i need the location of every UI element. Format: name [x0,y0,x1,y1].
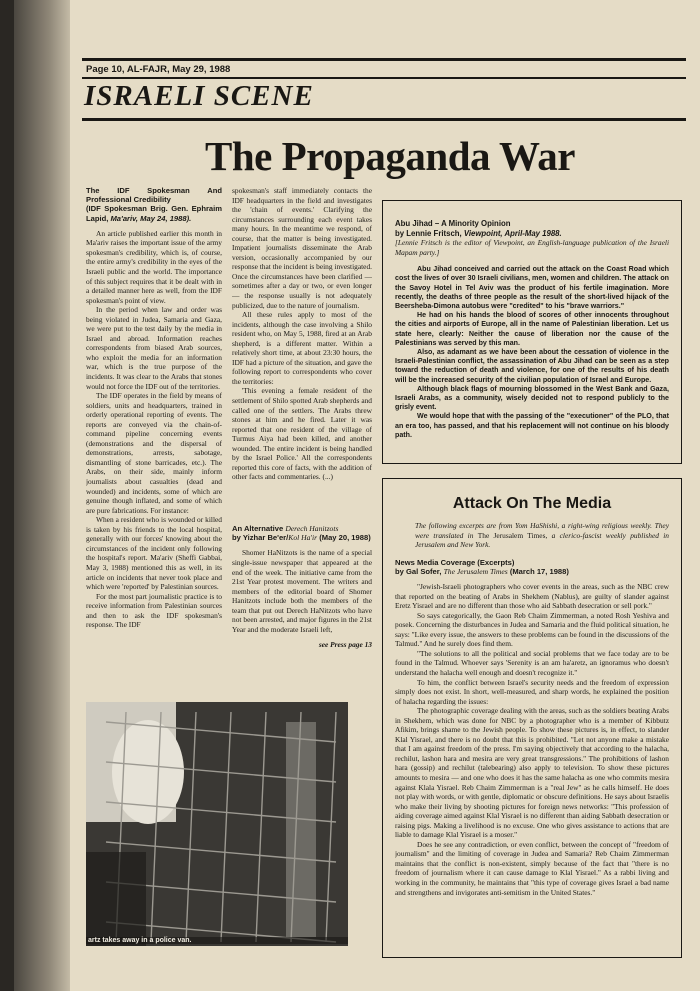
abu-jihad-paragraph: Also, as adamant as we have been about the cessation of violence in the Israeli-Palestinian conflict, the assassination of Abu Jihad can be seen as a step toward the reduction of death and violence, for one of the results of his death will be the increased security of the civilian population of Israel and Europe. [395,347,669,384]
abu-jihad-paragraph: Although black flags of mourning blossomed in the West Bank and Gaza, Israeli Arabs, as a community, wisely decided not to respond publicly to the grisly event. [395,384,669,412]
headline: The Propaganda War [205,133,575,179]
column-1 [86,186,222,682]
col1-source: Ma'ariv, May 24, 1988). [110,213,192,223]
alternative-source: Kol Ha'ir [288,533,318,543]
col1-paragraph: For the most part journalistic practice is to receive information from Palestinian sources and then to ask the IDF spokesman's response. The IDF [86,591,222,630]
col1-paragraph: When a resident who is wounded or killed is taken by his friends to the local hospital, generally with our forces' knowing about the circumstances of the incident only following the hospital's report. Ma'ariv (Sheffi Gabbai, May 3, 1988) mentioned this as well, in its article on incidents that never took place and which were 'reported' by Palestinian sources. [86,515,222,592]
attack-on-media-content [395,521,669,951]
attack-paragraph: Does he see any contradiction, or even conflict, between the concept of "freedom of journalism" and the limiting of coverage in Judea and Samaria? Reb Chaim Zimmerman maintains that the conflict is non-existent, simply because of the fact that "there is no freedom of journalism where it can cause damage to Klal Yisrael." As a rabbi living and working in the community, he maintains that "this type of coverage gives Israel a bad name and strengthens and invigorates anti-semitism in the United States." [395,839,669,897]
col2-paragraph: 'This evening a female resident of the settlement of Shilo spotted Arab shepherds and called one of the settlers. The Arabs threw stones at him and he fired. Later it was reported that one resident of the village of Turmus Aiya had been killed, and another wounded. The entire incident is being handled by the Israel Police.' All the correspondents reported this core of facts, with the addition of other facts and commentaries. (...) [232,386,372,482]
attack-paragraph: "The solutions to all the political and social problems that we face today are to be found in the Talmud. Whoever says 'Serenity is an am ha'aretz, an ignoramus who doesn't understand the halacha well enough and doesn't recognize it." [395,648,669,677]
attack-paragraph: To him, the conflict between Israel's security needs and the freedom of expression simply does not exist. In short, well-measured, and sharp words, he explained the position of halacha regarding the issues: [395,677,669,706]
attack-intro-c: , a clerico-fascist weekly published in Jerusalem and New York. [415,530,669,550]
attack-on-media-title: Attack On The Media [452,495,612,512]
attack-intro [395,521,669,550]
attack-source: The Jerusalem Times [443,566,508,576]
page-header-line: Page 10, AL-FAJR, May 29, 1988 [86,64,231,75]
abu-jihad-paragraph: Abu Jihad conceived and carried out the attack on the Coast Road which cost the lives of over 30 Israeli civilians, men, women and children. The attack on the Savoy Hotel in Tel Aviv was the product of his fertile imagination. More recently, the deaths of three people as the result of the short-lived hijack of the Beersheba-Dimona autobus were "credited" to his "brave warriors." [395,265,669,310]
attack-heading: News Media Coverage (Excerpts) [395,557,515,567]
section-title: ISRAELI SCENE [84,80,314,112]
abu-jihad-content [395,219,669,459]
news-photo [86,702,348,946]
abu-jihad-byline-text: by Lennie Fritsch, [395,228,462,238]
attack-intro-a: The following excerpts are from Yom HaShishi, a right-wing religious weekly. They were translated in [415,521,669,540]
attack-date: (March 17, 1988) [509,566,569,576]
attack-intro-b: The Jerusalem Times [477,530,546,540]
col2-paragraph: spokesman's staff immediately contacts the IDF headquarters in the field and investigates the 'chain of events.' Clarifying the circumstances surrounding each event takes many hours. In the meantime we respond, of course, that the matter is being investigated. Impatient journalists disseminate the Arab version, occasionally accompanied by our response that the incident is being investigated. Once the circumstances have been clarified — sometimes after a day or two, or even longer — the response usually is not adequately publicized, due to the nature of journalism. [232,186,372,310]
col1-paragraph: The IDF operates in the field by means of soldiers, units and headquarters, trained in orderly operational reporting of events. The reports are conveyed via the chain-of-command pipeline concerning events (demonstrations and the dispersal of demonstrations, arrests, sabotage, dismantling of stone barricades, etc.). The Arabs, on their side, mainly inform journalists about casualties (dead and wounded) and incidents, some of which are genuine though inflated, and some of which are pure fabrications. For instance: [86,391,222,515]
attack-paragraph: So says categorically, the Gaon Reb Chaim Zimmerman, a noted Rosh Yeshiva and posek. Concerning the disturbances in Judea and Samaria and the fluid political situation, he says: "Like every issue, the answers to these problems can be found in the discussions of the Talmud." And he surely does find them. [395,610,669,649]
alternative-publication: Derech Hanitzots [285,524,339,533]
binding-edge [14,0,72,991]
abu-jihad-body [395,265,669,440]
section-rule [82,118,686,121]
attack-byline [395,567,669,576]
col2-paragraph: All these rules apply to most of the incidents, although the case involving a Shilo resident who, on May 5, 1988, fired at an Arab shepherd, is a different matter. Within a relatively short time, at about 23:30 hours, the IDF had a picture of the situation, and gave the following report to correspondents who cover the territories: [232,310,372,386]
alternative-heading [232,524,372,542]
abu-jihad-paragraph: We would hope that with the passing of the "executioner" of the PLO, that an era too, has passed, and that his replacement will not continue on his bloody path. [395,412,669,439]
column-2-alternative [232,524,372,674]
abu-jihad-paragraph: He had on his hands the blood of scores of other innocents throughout the cities and airports of Europe, all in the name of Palestinian liberation. Let us state here, clearly: Neither the cause of liberation nor the cause of the Palestinians was served by this man. [395,311,669,347]
abu-jihad-note: [Lennie Fritsch is the editor of Viewpoint, an English-language publication of the Israeli Mapam party.] [395,238,669,257]
column-2 [232,186,372,522]
abu-jihad-source: Viewpoint, April-May 1988. [463,228,562,238]
abu-jihad-title: Abu Jihad – A Minority Opinion [395,219,511,228]
col1-paragraph: An article published earlier this month in Ma'ariv raises the important issue of the army spokesman's credibility, which is, of course, the entire army's credibility in the eyes of the Israeli public and the world. The importance of this subject requires that it be dealt with in a detailed manner here as well, from the IDF spokesman's point of view. [86,228,222,305]
alternative-title: An Alternative [232,524,284,533]
attack-on-media-box [382,478,682,958]
alternative-byline: by Yizhar Be'er/ [232,533,289,543]
attack-paragraph: The photographic coverage dealing with the areas, such as the soldiers beating Arabs in Shekhem, which was done for NBC by a photographer who is a member of Kibbutz Afikim, brings shame to the Jewish people. To show these pictures is, in effect, to slander Klal Yisrael, and there is no doubt that this is prohibited. "Let not anyone make a mistake that I am against freedom of the press. I'm saying objectively that according to the halacha, rechilut, lashon hara and mesira are very great transgressions." The prohibitions of lashon hara (gossip) and rechilut (talebearing) also apply to television. To show these pictures amounts to mesira — and one who does it has the same halacha as one who commits mesira against Klala Yisrael. Reb Chaim Zimmerman is a "real Jew" as he calls himself. He does not play with words, or with gentle, diplomatic or obscure definitions. He says about Israelis who make their living by shooting pictures for foreign news networks: "This profession of aiding coverage aimed against Klal Yisrael is no different than aiding Sabbath desecration or raising pigs. Making a livelihood is no excuse. One who gives assistance to actions that are liable to damage Klal Yisrael is a moser." [395,706,669,840]
continued-note: see Press page 13 [318,640,372,650]
binding-shadow [0,0,14,991]
col1-paragraph: In the period when law and order was being violated in Judea, Samaria and Gaza, we were put to the test daily by the media in Israel and abroad. Information reaches correspondents from biased Arab sources, who exploit the media for an information war, which is the true purpose of the incidents. It was clear to the Arabs that stones would not force the IDF out of the territories. [86,305,222,391]
photo-image [86,702,348,946]
col1-heading: The IDF Spokesman And Professional Credibility [86,186,222,205]
header-rule [82,77,686,79]
col1-byline [86,204,222,222]
newspaper-page [70,0,700,991]
alternative-date: (May 20, 1988) [319,533,371,543]
top-rule [82,58,686,61]
attack-paragraph: "Jewish-Israeli photographers who cover events in the areas, such as the NBC crew that reported on the beating of Arabs in Shekhem (Nablus), are guilty of slander against Eretz Yisrael and are no different than those who aid Sabbath desecration or sell pork." [395,582,669,611]
abu-jihad-box [382,200,682,464]
attack-byline-text: by Gal Sofer, [395,566,442,576]
abu-jihad-byline [395,229,669,239]
photo-caption: artz takes away in a police van. [86,937,348,944]
col2-paragraph: Shomer HaNitzots is the name of a special single-issue newspaper that appeared at the end of the week. The initiative came from the 21st Year protest movement. The writers and members of the editorial board of Shomer Hanitzots include both the members of the team that put out Derech HaNitzots who have not been arrested, and major figures in the 21st Year and the moderate Israeli left, [232,548,372,634]
col1-byline-text: (IDF Spokesman Brig. Gen. Ephraim Lapid, [86,204,222,223]
